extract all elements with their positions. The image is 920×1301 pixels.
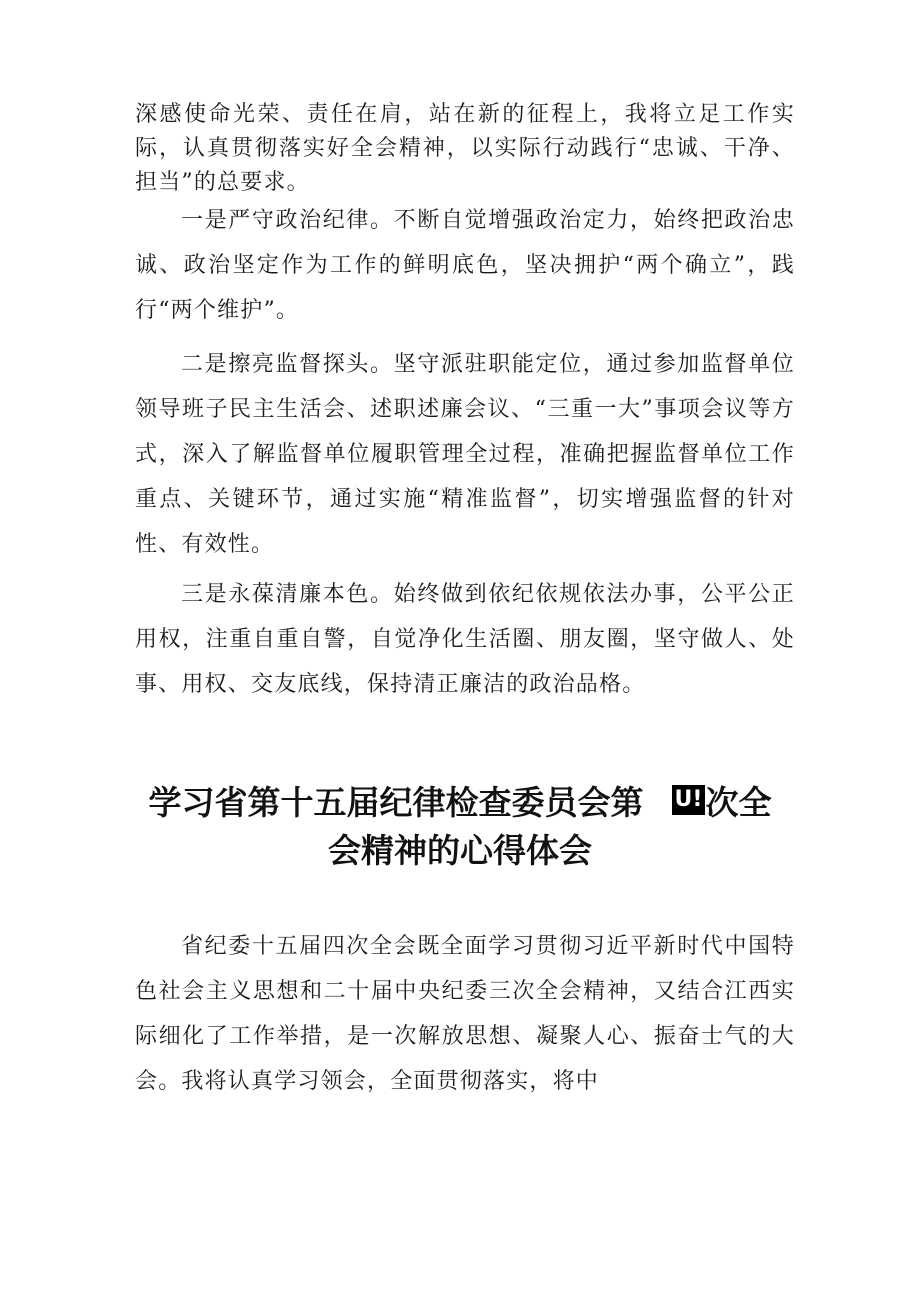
paragraph-plenary-summary: 省纪委十五届四次全会既全面学习贯彻习近平新时代中国特色社会主义思想和二十届中央纪委三次全会精神，又结合江西实际细化了工作举措，是一次解放思想、凝聚人心、振奋士气的大会。我将认真学习领会，全面贯彻落实，将中	[135, 934, 795, 1094]
paragraph-commitment: 深感使命光荣、责任在肩，站在新的征程上，我将立足工作实际，认真贯彻落实好全会精神，以实际行动践行“忠诚、干净、担当”的总要求。	[135, 102, 795, 195]
article-title-line-2: 会精神的心得体会	[328, 831, 592, 870]
paragraph-political-discipline: 一是严守政治纪律。不断自觉增强政治定力，始终把政治忠诚、政治坚定作为工作的鲜明底色，坚决拥护“两个确立”，践行“两个维护”。	[135, 208, 795, 323]
garbled-glyph: U!	[672, 785, 706, 815]
paragraph-supervision: 二是擦亮监督探头。坚守派驻职能定位，通过参加监督单位领导班子民主生活会、述职述廉会议、“三重一大”事项会议等方式，深入了解监督单位履职管理全过程，准确把握监督单位工作重点、关键环节，通过实施“精准监督”，切实增强监督的针对性、有效性。	[135, 352, 795, 557]
title-text-part-1: 学习省第十五届纪律检查委员会第	[148, 782, 644, 822]
paragraph-integrity: 三是永葆清廉本色。始终做到依纪依规依法办事，公平公正用权，注重自重自警，自觉净化生活圈、朋友圈，坚守做人、处事、用权、交友底线，保持清正廉洁的政治品格。	[135, 582, 795, 697]
title-text-part-2: 次全	[705, 782, 772, 822]
article-title-line-1	[0, 776, 920, 828]
